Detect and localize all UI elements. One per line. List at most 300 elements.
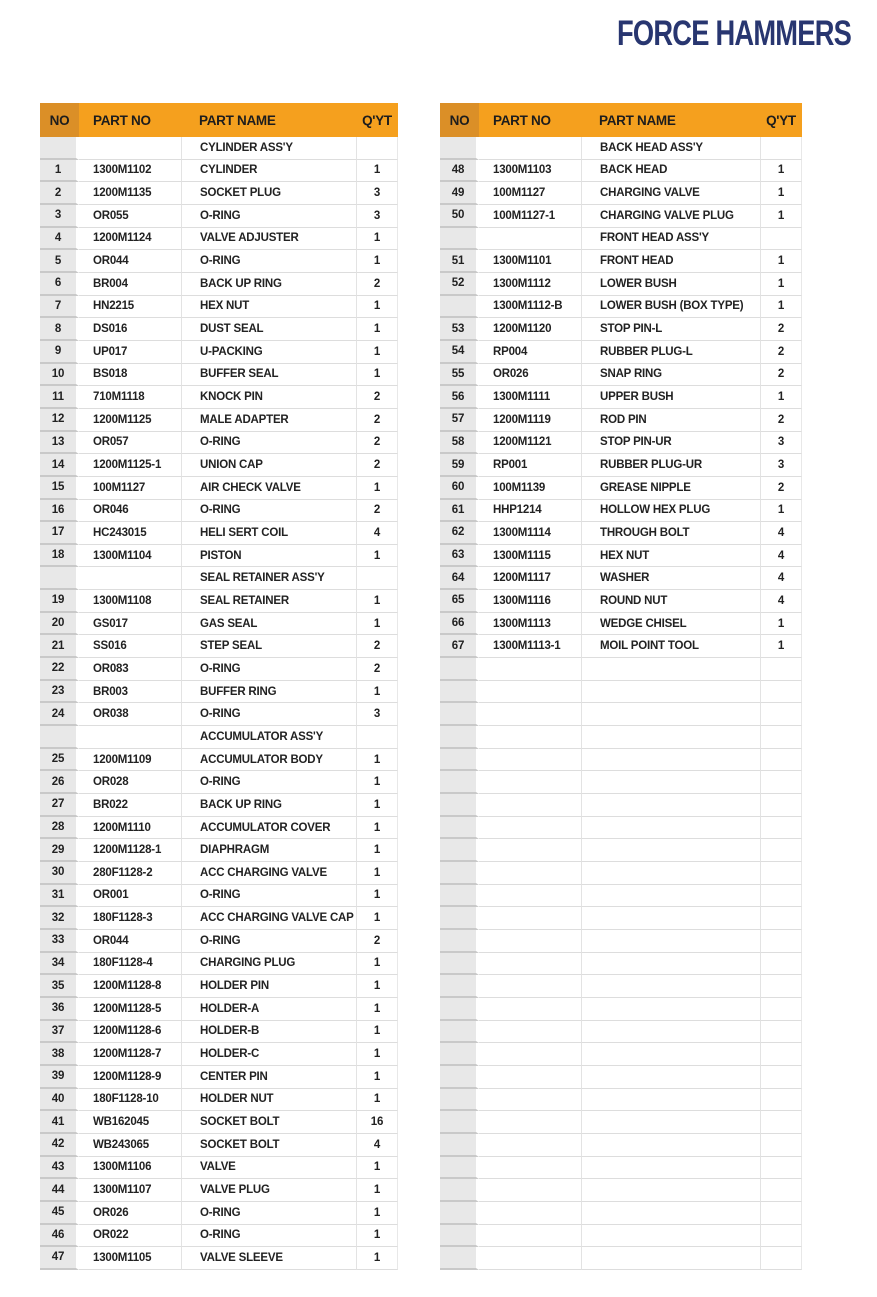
table-row bbox=[40, 1179, 398, 1202]
cell-qyt bbox=[760, 839, 802, 862]
cell-qyt: 4 bbox=[760, 567, 802, 590]
cell-no bbox=[440, 749, 479, 772]
table-row bbox=[440, 771, 802, 794]
cell-qyt: 1 bbox=[356, 681, 398, 704]
table-row bbox=[40, 228, 398, 251]
cell-qyt: 2 bbox=[760, 409, 802, 432]
cell-part-name: VALVE PLUG bbox=[181, 1179, 356, 1202]
cell-part-name: VALVE ADJUSTER bbox=[181, 228, 356, 251]
cell-part-no: OR044 bbox=[79, 250, 181, 273]
cell-no: 12 bbox=[40, 409, 79, 432]
cell-part-no bbox=[479, 726, 581, 749]
cell-part-name bbox=[581, 1179, 760, 1202]
cell-part-no: UP017 bbox=[79, 341, 181, 364]
cell-no bbox=[440, 1202, 479, 1225]
cell-qyt bbox=[760, 998, 802, 1021]
cell-qyt bbox=[760, 771, 802, 794]
cell-qyt bbox=[760, 1066, 802, 1089]
cell-part-name: BACK HEAD bbox=[581, 160, 760, 183]
cell-qyt bbox=[760, 137, 802, 160]
cell-part-name bbox=[581, 1021, 760, 1044]
cell-qyt bbox=[760, 1179, 802, 1202]
cell-part-name bbox=[581, 1134, 760, 1157]
cell-qyt: 4 bbox=[356, 1134, 398, 1157]
table-row bbox=[440, 635, 802, 658]
cell-qyt bbox=[356, 567, 398, 590]
cell-part-no: OR055 bbox=[79, 205, 181, 228]
cell-qyt: 1 bbox=[356, 953, 398, 976]
cell-part-name: WASHER bbox=[581, 567, 760, 590]
table-row bbox=[440, 703, 802, 726]
cell-qyt: 4 bbox=[760, 522, 802, 545]
cell-part-name: SOCKET PLUG bbox=[181, 182, 356, 205]
cell-part-no: RP001 bbox=[479, 454, 581, 477]
cell-part-no: OR038 bbox=[79, 703, 181, 726]
cell-part-name bbox=[581, 930, 760, 953]
cell-no: 66 bbox=[440, 613, 479, 636]
cell-part-name: LOWER BUSH bbox=[581, 273, 760, 296]
cell-no bbox=[40, 726, 79, 749]
cell-qyt: 1 bbox=[760, 500, 802, 523]
cell-part-name: CHARGING VALVE bbox=[581, 182, 760, 205]
cell-qyt bbox=[760, 953, 802, 976]
cell-part-name: LOWER BUSH (BOX TYPE) bbox=[581, 296, 760, 319]
cell-part-name: O-RING bbox=[181, 432, 356, 455]
cell-part-no: OR083 bbox=[79, 658, 181, 681]
table-row bbox=[440, 454, 802, 477]
cell-no: 31 bbox=[40, 885, 79, 908]
table-row bbox=[440, 296, 802, 319]
cell-part-no: 1300M1112-B bbox=[479, 296, 581, 319]
cell-qyt: 1 bbox=[356, 749, 398, 772]
table-row bbox=[40, 590, 398, 613]
cell-part-name bbox=[581, 1225, 760, 1248]
table-row bbox=[40, 409, 398, 432]
cell-part-no: 1300M1111 bbox=[479, 386, 581, 409]
cell-part-no: 1200M1109 bbox=[79, 749, 181, 772]
table-row bbox=[40, 681, 398, 704]
cell-part-no: 1200M1128-1 bbox=[79, 839, 181, 862]
cell-part-name: VALVE SLEEVE bbox=[181, 1247, 356, 1270]
column-header-no: NO bbox=[440, 103, 479, 137]
cell-part-name: SEAL RETAINER bbox=[181, 590, 356, 613]
cell-no bbox=[440, 1066, 479, 1089]
cell-part-no: 1300M1102 bbox=[79, 160, 181, 183]
table-row bbox=[440, 205, 802, 228]
cell-qyt: 3 bbox=[760, 432, 802, 455]
cell-no: 26 bbox=[40, 771, 79, 794]
table-row bbox=[440, 817, 802, 840]
cell-part-name: ROUND NUT bbox=[581, 590, 760, 613]
cell-part-name: CENTER PIN bbox=[181, 1066, 356, 1089]
cell-no: 22 bbox=[40, 658, 79, 681]
table-row bbox=[440, 839, 802, 862]
cell-part-name bbox=[581, 998, 760, 1021]
cell-no: 1 bbox=[40, 160, 79, 183]
table-row bbox=[40, 386, 398, 409]
table-row bbox=[440, 726, 802, 749]
table-row bbox=[440, 477, 802, 500]
cell-part-no bbox=[479, 749, 581, 772]
cell-qyt: 2 bbox=[356, 658, 398, 681]
cell-qyt bbox=[760, 1247, 802, 1270]
cell-part-no bbox=[479, 907, 581, 930]
column-header-part-no: PART NO bbox=[93, 112, 151, 128]
cell-qyt: 2 bbox=[356, 273, 398, 296]
cell-no: 16 bbox=[40, 500, 79, 523]
cell-part-no: 100M1139 bbox=[479, 477, 581, 500]
cell-part-name: O-RING bbox=[181, 885, 356, 908]
cell-part-name: O-RING bbox=[181, 658, 356, 681]
cell-part-name: RUBBER PLUG-UR bbox=[581, 454, 760, 477]
cell-part-no: 1300M1113-1 bbox=[479, 635, 581, 658]
cell-part-name: ACC CHARGING VALVE CAP bbox=[181, 907, 356, 930]
table-row bbox=[40, 545, 398, 568]
cell-no: 4 bbox=[40, 228, 79, 251]
cell-no: 25 bbox=[40, 749, 79, 772]
table-header-row bbox=[40, 103, 398, 137]
cell-no: 46 bbox=[40, 1225, 79, 1248]
cell-part-name: O-RING bbox=[181, 500, 356, 523]
cell-part-no: 1200M1125-1 bbox=[79, 454, 181, 477]
cell-qyt: 2 bbox=[356, 432, 398, 455]
cell-part-no: 1300M1114 bbox=[479, 522, 581, 545]
cell-qyt bbox=[760, 1157, 802, 1180]
cell-qyt: 1 bbox=[356, 839, 398, 862]
cell-qyt bbox=[760, 1202, 802, 1225]
table-row bbox=[440, 1134, 802, 1157]
cell-part-name: ACCUMULATOR BODY bbox=[181, 749, 356, 772]
cell-no: 49 bbox=[440, 182, 479, 205]
cell-part-no bbox=[479, 1111, 581, 1134]
cell-qyt bbox=[760, 862, 802, 885]
cell-part-no bbox=[479, 839, 581, 862]
cell-part-name: CYLINDER bbox=[181, 160, 356, 183]
cell-part-name: HOLLOW HEX PLUG bbox=[581, 500, 760, 523]
cell-part-no bbox=[479, 1089, 581, 1112]
cell-qyt bbox=[760, 658, 802, 681]
cell-no: 57 bbox=[440, 409, 479, 432]
cell-no bbox=[440, 703, 479, 726]
cell-qyt: 2 bbox=[356, 386, 398, 409]
cell-no: 29 bbox=[40, 839, 79, 862]
cell-no: 19 bbox=[40, 590, 79, 613]
cell-part-no: HHP1214 bbox=[479, 500, 581, 523]
cell-part-no: GS017 bbox=[79, 613, 181, 636]
table-header-row bbox=[440, 103, 802, 137]
cell-part-no bbox=[479, 1157, 581, 1180]
cell-no bbox=[440, 1179, 479, 1202]
cell-part-name: O-RING bbox=[181, 1225, 356, 1248]
cell-part-no bbox=[479, 1134, 581, 1157]
cell-part-name: HOLDER-C bbox=[181, 1043, 356, 1066]
cell-qyt: 1 bbox=[356, 590, 398, 613]
cell-part-name bbox=[581, 839, 760, 862]
cell-no: 39 bbox=[40, 1066, 79, 1089]
table-row bbox=[440, 500, 802, 523]
cell-part-name bbox=[581, 1043, 760, 1066]
cell-qyt: 1 bbox=[760, 296, 802, 319]
table-row bbox=[40, 1043, 398, 1066]
cell-part-name: HEX NUT bbox=[581, 545, 760, 568]
table-row bbox=[40, 998, 398, 1021]
cell-qyt: 3 bbox=[356, 703, 398, 726]
cell-qyt: 1 bbox=[760, 250, 802, 273]
cell-part-name: DUST SEAL bbox=[181, 318, 356, 341]
section-row bbox=[40, 567, 398, 590]
cell-part-no: 1300M1115 bbox=[479, 545, 581, 568]
table-row bbox=[40, 432, 398, 455]
cell-no: 36 bbox=[40, 998, 79, 1021]
cell-part-no: 1300M1116 bbox=[479, 590, 581, 613]
table-row bbox=[40, 749, 398, 772]
cell-no bbox=[440, 726, 479, 749]
cell-part-no: 1200M1125 bbox=[79, 409, 181, 432]
cell-no: 44 bbox=[40, 1179, 79, 1202]
section-row bbox=[40, 137, 398, 160]
cell-part-name: GAS SEAL bbox=[181, 613, 356, 636]
cell-qyt: 4 bbox=[760, 545, 802, 568]
cell-part-name: ROD PIN bbox=[581, 409, 760, 432]
cell-qyt: 1 bbox=[356, 1043, 398, 1066]
cell-qyt: 1 bbox=[356, 817, 398, 840]
cell-part-no: 1200M1128-7 bbox=[79, 1043, 181, 1066]
cell-part-no bbox=[479, 1247, 581, 1270]
cell-no: 33 bbox=[40, 930, 79, 953]
cell-no bbox=[440, 1043, 479, 1066]
cell-qyt: 1 bbox=[356, 885, 398, 908]
table-row bbox=[40, 1247, 398, 1270]
cell-part-name: O-RING bbox=[181, 250, 356, 273]
cell-part-name: HOLDER PIN bbox=[181, 975, 356, 998]
table-row bbox=[40, 953, 398, 976]
cell-qyt bbox=[760, 749, 802, 772]
cell-no bbox=[440, 771, 479, 794]
cell-qyt: 1 bbox=[356, 1066, 398, 1089]
cell-part-no: 1200M1120 bbox=[479, 318, 581, 341]
cell-no: 52 bbox=[440, 273, 479, 296]
column-header-no: NO bbox=[40, 103, 79, 137]
table-row bbox=[440, 1089, 802, 1112]
table-row bbox=[40, 341, 398, 364]
cell-part-name bbox=[581, 794, 760, 817]
cell-part-name: O-RING bbox=[181, 1202, 356, 1225]
table-row bbox=[440, 794, 802, 817]
cell-no bbox=[440, 817, 479, 840]
cell-part-name: DIAPHRAGM bbox=[181, 839, 356, 862]
cell-no bbox=[40, 137, 79, 160]
column-header-part-name: PART NAME bbox=[199, 112, 276, 128]
table-row bbox=[440, 522, 802, 545]
cell-part-name: BACK HEAD ASS'Y bbox=[581, 137, 760, 160]
table-row bbox=[440, 567, 802, 590]
cell-no bbox=[440, 228, 479, 251]
cell-qyt: 3 bbox=[760, 454, 802, 477]
cell-qyt bbox=[760, 907, 802, 930]
cell-qyt: 1 bbox=[356, 250, 398, 273]
cell-part-no: OR026 bbox=[79, 1202, 181, 1225]
parts-table-left bbox=[40, 103, 398, 1270]
column-header-qyt: Q'YT bbox=[362, 112, 392, 128]
cell-no: 5 bbox=[40, 250, 79, 273]
cell-part-no bbox=[479, 998, 581, 1021]
cell-qyt: 1 bbox=[356, 160, 398, 183]
cell-part-no: 1300M1106 bbox=[79, 1157, 181, 1180]
cell-part-name: HOLDER-B bbox=[181, 1021, 356, 1044]
cell-part-no: BS018 bbox=[79, 364, 181, 387]
cell-no bbox=[440, 1225, 479, 1248]
cell-no bbox=[440, 953, 479, 976]
cell-no: 61 bbox=[440, 500, 479, 523]
cell-part-name bbox=[581, 681, 760, 704]
cell-part-name bbox=[581, 885, 760, 908]
cell-no: 21 bbox=[40, 635, 79, 658]
cell-no bbox=[440, 1247, 479, 1270]
cell-no bbox=[440, 137, 479, 160]
cell-part-no: 280F1128-2 bbox=[79, 862, 181, 885]
cell-qyt: 1 bbox=[356, 1157, 398, 1180]
cell-qyt: 1 bbox=[356, 545, 398, 568]
cell-no: 14 bbox=[40, 454, 79, 477]
cell-part-no: RP004 bbox=[479, 341, 581, 364]
cell-part-name: O-RING bbox=[181, 205, 356, 228]
cell-part-no: OR026 bbox=[479, 364, 581, 387]
cell-no: 24 bbox=[40, 703, 79, 726]
cell-no: 34 bbox=[40, 953, 79, 976]
cell-part-no: 1300M1112 bbox=[479, 273, 581, 296]
table-row bbox=[40, 1225, 398, 1248]
cell-part-name: SEAL RETAINER ASS'Y bbox=[181, 567, 356, 590]
cell-part-name bbox=[581, 749, 760, 772]
cell-qyt: 1 bbox=[356, 975, 398, 998]
table-row bbox=[40, 975, 398, 998]
cell-qyt: 1 bbox=[356, 771, 398, 794]
cell-part-no: 1300M1107 bbox=[79, 1179, 181, 1202]
cell-no bbox=[440, 1021, 479, 1044]
cell-no: 51 bbox=[440, 250, 479, 273]
cell-no bbox=[440, 1134, 479, 1157]
cell-part-name: CHARGING VALVE PLUG bbox=[581, 205, 760, 228]
cell-part-name: UNION CAP bbox=[181, 454, 356, 477]
cell-qyt: 1 bbox=[356, 364, 398, 387]
cell-qyt bbox=[760, 1225, 802, 1248]
cell-part-name: MALE ADAPTER bbox=[181, 409, 356, 432]
cell-part-name: ACC CHARGING VALVE bbox=[181, 862, 356, 885]
cell-part-no: 100M1127-1 bbox=[479, 205, 581, 228]
table-row bbox=[440, 1157, 802, 1180]
cell-part-no: OR001 bbox=[79, 885, 181, 908]
cell-no bbox=[440, 1111, 479, 1134]
cell-part-no: 1300M1108 bbox=[79, 590, 181, 613]
cell-part-name bbox=[581, 1111, 760, 1134]
cell-no: 27 bbox=[40, 794, 79, 817]
cell-no bbox=[440, 885, 479, 908]
cell-qyt bbox=[760, 726, 802, 749]
cell-part-name: AIR CHECK VALVE bbox=[181, 477, 356, 500]
table-row bbox=[440, 885, 802, 908]
table-row bbox=[40, 907, 398, 930]
cell-part-name bbox=[581, 1247, 760, 1270]
cell-qyt bbox=[760, 975, 802, 998]
table-row bbox=[40, 182, 398, 205]
cell-part-name: KNOCK PIN bbox=[181, 386, 356, 409]
table-row bbox=[40, 1066, 398, 1089]
cell-part-no bbox=[479, 1066, 581, 1089]
cell-part-no: OR057 bbox=[79, 432, 181, 455]
cell-qyt: 2 bbox=[760, 341, 802, 364]
cell-part-no bbox=[479, 1043, 581, 1066]
cell-qyt: 4 bbox=[760, 590, 802, 613]
table-row bbox=[40, 635, 398, 658]
column-header-part-no: PART NO bbox=[493, 112, 551, 128]
cell-part-no bbox=[479, 1179, 581, 1202]
table-row bbox=[40, 296, 398, 319]
cell-part-name: SNAP RING bbox=[581, 364, 760, 387]
cell-no: 50 bbox=[440, 205, 479, 228]
cell-part-no: 1200M1128-8 bbox=[79, 975, 181, 998]
table-row bbox=[440, 182, 802, 205]
column-header-part-name: PART NAME bbox=[599, 112, 676, 128]
cell-part-name: THROUGH BOLT bbox=[581, 522, 760, 545]
cell-part-no: BR004 bbox=[79, 273, 181, 296]
cell-part-no bbox=[479, 1021, 581, 1044]
cell-part-name: HOLDER-A bbox=[181, 998, 356, 1021]
cell-qyt: 2 bbox=[760, 318, 802, 341]
cell-part-no: 1200M1128-9 bbox=[79, 1066, 181, 1089]
column-header-qyt: Q'YT bbox=[766, 112, 796, 128]
cell-no: 64 bbox=[440, 567, 479, 590]
cell-part-name bbox=[581, 1089, 760, 1112]
cell-part-no: OR044 bbox=[79, 930, 181, 953]
cell-part-no bbox=[79, 567, 181, 590]
table-row bbox=[40, 703, 398, 726]
cell-part-no bbox=[479, 681, 581, 704]
table-row bbox=[440, 409, 802, 432]
table-row bbox=[40, 364, 398, 387]
cell-qyt bbox=[760, 1043, 802, 1066]
cell-part-name: FRONT HEAD ASS'Y bbox=[581, 228, 760, 251]
cell-qyt bbox=[356, 726, 398, 749]
cell-qyt: 3 bbox=[356, 205, 398, 228]
cell-qyt bbox=[760, 930, 802, 953]
cell-qyt bbox=[760, 1021, 802, 1044]
cell-part-name: O-RING bbox=[181, 930, 356, 953]
cell-no: 56 bbox=[440, 386, 479, 409]
cell-part-no: 1200M1128-5 bbox=[79, 998, 181, 1021]
cell-part-no: 100M1127 bbox=[79, 477, 181, 500]
cell-part-no: 710M1118 bbox=[79, 386, 181, 409]
cell-no: 60 bbox=[440, 477, 479, 500]
cell-no: 48 bbox=[440, 160, 479, 183]
table-row bbox=[40, 794, 398, 817]
cell-part-no: 1200M1128-6 bbox=[79, 1021, 181, 1044]
section-row bbox=[40, 726, 398, 749]
table-row bbox=[40, 1202, 398, 1225]
cell-part-no: 1300M1113 bbox=[479, 613, 581, 636]
cell-part-name: BUFFER RING bbox=[181, 681, 356, 704]
table-row bbox=[40, 658, 398, 681]
cell-no bbox=[440, 907, 479, 930]
cell-no: 23 bbox=[40, 681, 79, 704]
cell-part-name: BUFFER SEAL bbox=[181, 364, 356, 387]
table-row bbox=[40, 862, 398, 885]
table-row bbox=[440, 1202, 802, 1225]
cell-no: 43 bbox=[40, 1157, 79, 1180]
cell-qyt: 1 bbox=[356, 1202, 398, 1225]
cell-qyt: 1 bbox=[356, 998, 398, 1021]
cell-part-name: SOCKET BOLT bbox=[181, 1111, 356, 1134]
cell-part-no: WB162045 bbox=[79, 1111, 181, 1134]
